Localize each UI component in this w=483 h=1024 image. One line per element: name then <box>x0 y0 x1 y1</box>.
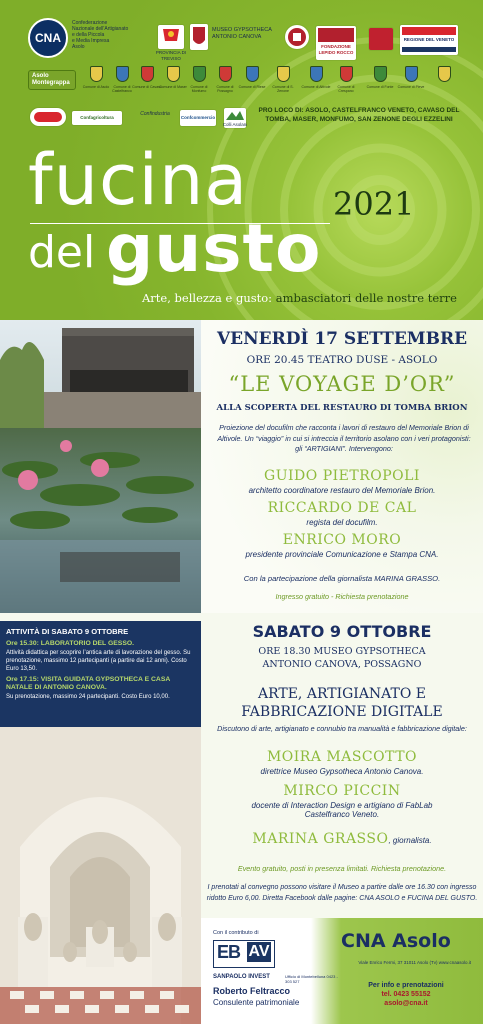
cna-line: Nazionale dell'Artigianato <box>72 26 129 32</box>
comune-crest-icon <box>277 66 290 82</box>
speaker-name: ENRICO MORO <box>282 532 402 548</box>
montegrappa-logo <box>28 70 76 90</box>
journalist-note: Con la partecipazione della giornalista MARINA GRASSO. <box>243 574 441 583</box>
contact-info <box>351 981 461 1008</box>
speaker-role: presidente provinciale Comunicazione e Stampa CNA. <box>245 550 439 559</box>
cna-line: e della Piccola <box>72 32 105 38</box>
regione-veneto-logo <box>400 25 458 55</box>
friday-info <box>201 320 483 613</box>
comune-crest-icon <box>438 66 451 82</box>
comune-label: Comune di Maser <box>159 85 187 89</box>
film-title: “LE VOYAGE D’OR” <box>228 372 456 396</box>
comune-label: Comune di Cavaso <box>132 85 162 89</box>
cna-asolo-logo: CNA Asolo <box>341 930 451 952</box>
advisor-name: Roberto Feltracco <box>213 986 291 996</box>
friday-section <box>0 320 483 613</box>
activity-text: Attività didattica per scoprire l’antica arte di lavorazione del gesso. Su prenotazione, massimo 12 partecipanti (a partire dai 12 anni). Costo Euro 13,50. <box>6 649 191 672</box>
speaker-role: architetto coordinatore restauro del Memoriale Brion. <box>248 486 436 495</box>
red-square-logo <box>369 28 393 50</box>
comune-crest-icon <box>246 66 259 82</box>
comune-label: Comune di Asolo <box>82 85 110 89</box>
cna-line: Confederazione <box>72 20 108 26</box>
museum-visit-note: I prenotati al convegno possono visitare il Museo a partire dalle ore 16.30 con ingresso ridotto Euro 6,00. Diretta Facebook dalle pagine: CNA ASOLO e FUCINA DEL GUSTO. <box>206 884 478 902</box>
saturday-theme <box>201 685 483 721</box>
comune-crest-icon <box>141 66 154 82</box>
free-event-note: Evento gratuito, posti in presenza limitati. Richiesta prenotazione. <box>237 864 447 873</box>
speaker-name: MOIRA MASCOTTO <box>266 749 418 765</box>
cna-line: Asolo <box>72 44 85 50</box>
ebav-mark: AV <box>248 943 270 960</box>
journalist-name: MARINA GRASSO <box>252 831 389 847</box>
colli-asolani-logo <box>224 108 246 128</box>
speaker-role: regista del docufilm. <box>306 518 378 527</box>
comune-crest-icon <box>90 66 103 82</box>
confindustria-label: Confindustria <box>140 111 170 117</box>
confagricoltura-logo <box>72 111 122 125</box>
comune-crest-icon <box>167 66 180 82</box>
comune-crest-icon <box>116 66 129 82</box>
confcommercio-logo <box>180 110 216 126</box>
poster-header <box>0 0 483 320</box>
wine-logo <box>30 108 66 126</box>
film-subtitle: ALLA SCOPERTA DEL RESTAURO DI TOMBA BRION <box>216 403 468 413</box>
comune-crest-icon <box>219 66 232 82</box>
contact-title: Per info e prenotazioni <box>368 982 444 989</box>
proloco-list: PRO LOCO DI: ASOLO, CASTELFRANCO VENETO, CAVASO DEL TOMBA, MASER, MONFUMO, SAN ZENONE DEGLI EZZELINI <box>258 107 460 123</box>
lepido-rocco-logo <box>316 26 356 60</box>
venue-line: ORE 18.30 MUSEO GYPSOTHECA <box>258 646 426 657</box>
journalist-line <box>201 831 483 847</box>
comune-crest-icon <box>374 66 387 82</box>
cna-logo-text <box>72 20 152 50</box>
theme-line: ARTE, ARTIGIANATO E <box>257 686 427 702</box>
speaker-name: RICCARDO DE CAL <box>267 500 417 516</box>
comune-crest-icon <box>340 66 353 82</box>
lepido-rocco-label: FONDAZIONE LEPIDO ROCCO <box>318 44 354 55</box>
theme-line: FABBRICAZIONE DIGITALE <box>241 704 443 720</box>
cna-logo-mark: CNA <box>35 31 61 45</box>
saturday-venue <box>201 645 483 671</box>
saturday-info <box>201 613 483 918</box>
comune-label: Comune di Altivole <box>301 85 331 89</box>
crest-logo <box>285 25 309 49</box>
advisor-role: Consulente patrimoniale <box>213 998 300 1007</box>
title-del: del <box>28 227 96 278</box>
speaker-role: docente di Interaction Design e artigiano di FabLab Castelfranco Veneto. <box>251 801 433 819</box>
speaker-name: GUIDO PIETROPOLI <box>264 468 420 484</box>
canova-museum-label: MUSEO GYPSOTHECA ANTONIO CANOVA <box>212 27 272 40</box>
friday-time-venue: ORE 20.45 TEATRO DUSE - ASOLO <box>246 354 438 366</box>
canova-crest-logo <box>190 24 208 50</box>
provincia-label: PROVINCIA DI TREVISO <box>155 50 187 61</box>
cna-logo <box>28 18 68 58</box>
tagline-part-b: ambasciatori delle nostre terre <box>272 291 457 305</box>
confagricoltura-label: Confagricoltura <box>80 115 114 120</box>
tomba-brion-photo <box>0 320 201 613</box>
sanpaolo-label: SANPAOLO INVEST <box>213 974 270 980</box>
comune-label: Comune di S. Zenone <box>272 85 294 93</box>
comune-crest-icon <box>310 66 323 82</box>
cna-line: e Media Impresa <box>72 38 110 44</box>
comune-label: Comune di Monfumo <box>190 85 208 93</box>
activity-text: Su prenotazione, massimo 24 partecipanti. Costo Euro 10,00. <box>6 693 170 700</box>
title-gusto: gusto <box>106 210 322 287</box>
montegrappa-label: Asolo Montegrappa <box>32 73 70 86</box>
comune-label: Comune di Possagno <box>216 85 234 93</box>
discussion-intro: Discutono di arte, artigianato e connubio tra manualità e fabbricazione digitale: <box>217 724 467 733</box>
provincia-logo <box>158 25 184 49</box>
ebav-mark: EB <box>217 942 241 962</box>
activities-title: ATTIVITÀ DI SABATO 9 OTTOBRE <box>6 627 129 636</box>
venue-line: ANTONIO CANOVA, POSSAGNO <box>262 659 422 670</box>
friday-date: VENERDÌ 17 SETTEMBRE <box>216 329 468 349</box>
comune-crest-icon <box>405 66 418 82</box>
film-description: Proiezione del docufilm che racconta i lavori di restauro del Memoriale Brion di Altivole. Un “viaggio” in cui si intreccia il territorio asolano con i veri protagonisti: gli “ARTIGIANI”. Intervengono: <box>217 423 471 453</box>
contribution-label: Con il contributo di <box>213 930 259 936</box>
saturday-activities-box <box>0 621 201 727</box>
contact-phone[interactable]: tel. 0423 55152 <box>381 991 431 998</box>
regione-veneto-label: REGIONE DEL VENETO <box>403 37 455 42</box>
speaker-name: MIRCO PICCIN <box>283 783 401 799</box>
speaker-role: direttrice Museo Gypsotheca Antonio Canova. <box>260 767 424 776</box>
comune-label: Comune di Riese <box>238 85 266 89</box>
colli-asolani-label: Colli Asolani <box>222 122 248 127</box>
sponsor-footer <box>201 918 483 1024</box>
tagline <box>142 291 457 305</box>
contact-email[interactable]: asolo@cna.it <box>384 1000 428 1007</box>
activity-title: Ore 17.15: VISITA GUIDATA GYPSOTHECA E CASA NATALE DI ANTONIO CANOVA. <box>6 675 171 691</box>
gypsotheca-photo <box>0 727 201 1024</box>
confcommercio-label: Confcommercio <box>180 115 216 120</box>
saturday-date: SABATO 9 OTTOBRE <box>252 622 432 641</box>
journalist-role: , giornalista. <box>388 836 432 845</box>
ebav-logo <box>213 940 275 968</box>
comune-crest-icon <box>193 66 206 82</box>
title-year: 2021 <box>333 185 415 223</box>
cna-address: Viale Enrico Fermi, 37 31011 Asolo (Tv) www.cnaasolo.it <box>358 960 471 965</box>
comune-label: Comune di Fonte <box>366 85 394 89</box>
activity-title: Ore 15.30: LABORATORIO DEL GESSO. <box>6 640 135 647</box>
advisor-office: Ufficio di Montebelluna 0423 - 303 527 <box>285 974 338 984</box>
comune-label: Comune di Pieve <box>397 85 425 89</box>
comune-label: Comune di Castelfranco <box>112 85 132 93</box>
comune-label: Comune di Crespano <box>337 85 355 93</box>
title-fucina: fucina <box>28 139 249 221</box>
entry-note: Ingresso gratuito - Richiesta prenotazione <box>275 592 409 601</box>
tagline-part-a: Arte, bellezza e gusto: <box>142 291 273 305</box>
